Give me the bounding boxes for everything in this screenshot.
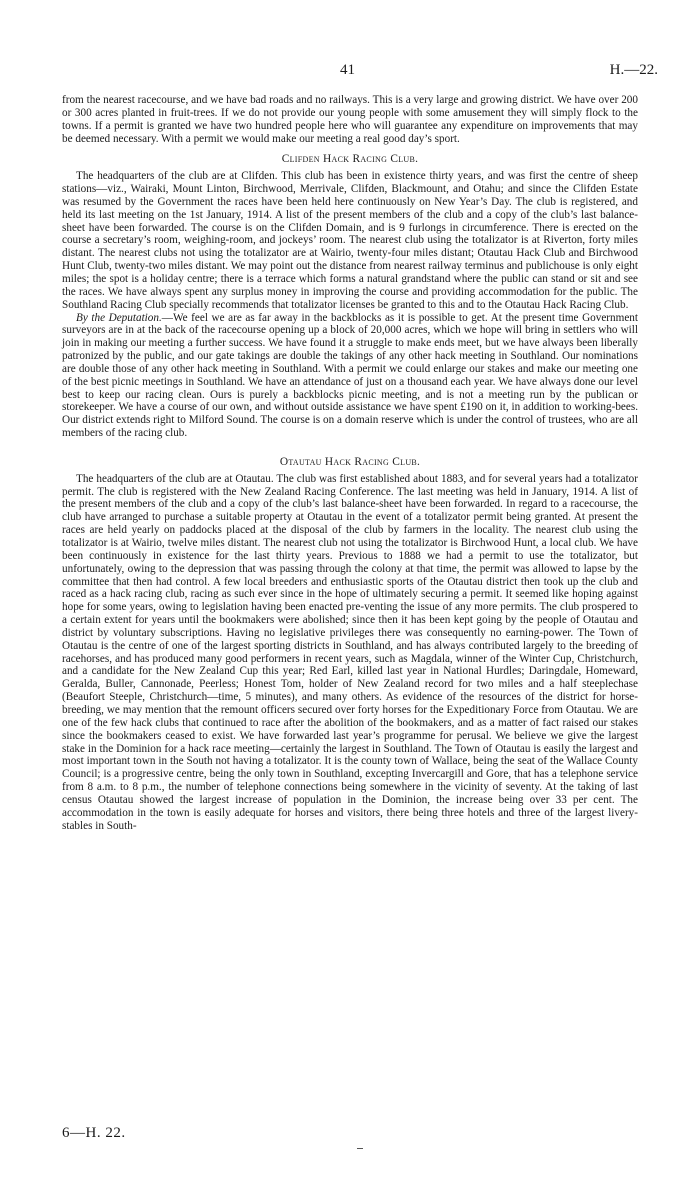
body-text <box>62 94 638 832</box>
otautau-paragraph-1: The headquarters of the club are at Otautau. The club was first established about 1883, and for several years had a totalizator permit. The club is registered with the New Zealand Racing Conference. The last meeting was held in January, 1914. A list of the present members of the club and a copy of the club’s last balance-sheet have been forwarded. In regard to a racecourse, the club have arranged to purchase a suitable property at Otautau in the event of a totalizator permit being granted. At present the races are held yearly on paddocks placed at the disposal of the club by farmers in the locality. The nearest club using the totalizator is at Wairio, twelve miles distant. The nearest club not using the totalizator is Birchwood Hunt, a local club. We have been continuously in existence for the last thirty years. Previous to 1888 we had a permit to use the totalizator, but unfortunately, owing to the depression that was passing through the colony at that time, the permit was allowed to lapse by the committee that then had control. A few local breeders and enthusiastic sports of the Otautau district then took up the club and raced as a hack racing club, racing as such ever since in the hope of ultimately securing a permit. It seemed like hoping against hope for some years, owing to legislation having been enacted pre-venting the issue of any more permits. The club prospered to a certain extent for years until the bookmakers were abolished; since then it has been kept going by the people of Otautau and district by voluntary subscriptions. Having no legislative privileges there was consequently no earning-power. The Town of Otautau is the centre of one of the largest sporting districts in Southland, and has always contributed largely to the breeding of racehorses, and has produced many good performers in recent years, such as Magdala, winner of the Winter Cup, Christchurch, and a candidate for the New Zealand Cup this year; Red Earl, killed last year in National Hurdles; Daringdale, Homeward, Geralda, Buller, Cannonade, Peerless; Honest Tom, holder of New Zealand record for two miles and a half steeplechase (Beaufort Steeple, Christchurch—time, 5 minutes), and many others. As evidence of the resources of the district for horse-breeding, we may mention that the remount officers secured over forty horses for the Expeditionary Force from Otautau. We are one of the few hack clubs that continued to race after the abolition of the bookmakers, and as a matter of fact raised our stakes since the bookmakers ceased to exist. We have forwarded last year’s programme for perusal. We believe we give the largest stake in the Dominion for a hack race meeting—certainly the largest in Southland. The Town of Otautau is easily the largest and most important town in the South not having a totalizator. It is the county town of Wallace, being the seat of the Wallace County Council; is a progressive centre, being the only town in Southland, excepting Invercargill and Gore, that has a telephone service from 8 a.m. to 8 p.m., the number of telephone connections being somewhere in the vicinity of seventy. At the taking of last census Otautau showed the largest increase of population in the Dominion, the increase being over 33 per cent. The accommodation in the town is easily adequate for horses and visitors, there being three hotels and three of the largest livery-stables in South- <box>62 472 638 832</box>
document-reference: H.—22. <box>609 62 658 78</box>
printer-mark <box>357 1148 363 1149</box>
intro-paragraph: from the nearest racecourse, and we have bad roads and no railways. This is a very large and growing district. We have over 200 or 300 acres planted in fruit-trees. If we do not provide our young people with some amusement they will simply flock to the towns. If a permit is granted we have two hundred people here who will guarantee any expenditure on improvements that may be deemed necessary. With a permit we would make our meeting a real good day’s sport. <box>62 94 638 145</box>
deputation-text: —We feel we are as far away in the backblocks as it is possible to get. At the present time Government surveyors are in at the back of the racecourse opening up a block of 20,000 acres, which we hope will bring in settlers who will join in making our meeting a further success. We have found it a struggle to make ends meet, but we have always been liberally patronized by the public, and our gate takings are double the takings of any other hack meeting in Southland. Our nominations are double those of any other hack meeting in Southland. With a permit we could enlarge our stakes and make our meeting one of the best picnic meetings in Southland. We have an attendance of just on a thousand each year. We have always done our level best to keep our racing clean. Ours is purely a backblocks picnic meeting, and is not a meeting run by the publican or storekeeper. We have a course of our own, and without outside assistance we have spent £190 on it, in addition to working-bees. Our district extends right to Milford Sound. The course is on a domain reserve which is under the control of trustees, who are all members of the racing club. <box>62 311 638 440</box>
page-number: 41 <box>340 62 355 78</box>
clifden-paragraph-2 <box>62 312 638 440</box>
deputation-lead: By the Deputation. <box>76 311 162 324</box>
clifden-paragraph-1: The headquarters of the club are at Clifden. This club has been in existence thirty years, and was first the centre of sheep stations—viz., Wairaki, Mount Linton, Birchwood, Merrivale, Clifden, Blackmount, and Otahu; and since the Clifden Estate was resumed by the Government the races have been held here continuously on New Year’s Day. The club is registered, and held its last meeting on the 1st January, 1914. A list of the present members of the club and a copy of the club’s last balance-sheet have been forwarded. The course is on the Clifden Domain, and is 9 furlongs in circumference. There is erected on the course a secretary’s room, weighing-room, and jockeys’ room. The nearest club using the totalizator is at Riverton, forty miles distant. The nearest clubs not using the totalizator are at Wairio, twenty-four miles distant; Otautau Hack Club and Birchwood Hunt Club, twenty-two miles distant. We may point out the distance from nearest railway terminus and publichouse is only eight miles; the spot is a holiday centre; there is a terrace which forms a natural grandstand where the public can stand or sit and see the races. We have always spent any surplus money in improving the course and providing accommodation for the public. The Southland Racing Club specially recommends that totalizator licenses be granted to this and to the Otautau Hack Racing Club. <box>62 170 638 311</box>
otautau-section-title: Otautau Hack Racing Club. <box>279 455 421 468</box>
running-head <box>0 62 700 82</box>
signature-mark: 6—H. 22. <box>62 1125 126 1141</box>
clifden-section-title: Clifden Hack Racing Club. <box>281 153 419 166</box>
